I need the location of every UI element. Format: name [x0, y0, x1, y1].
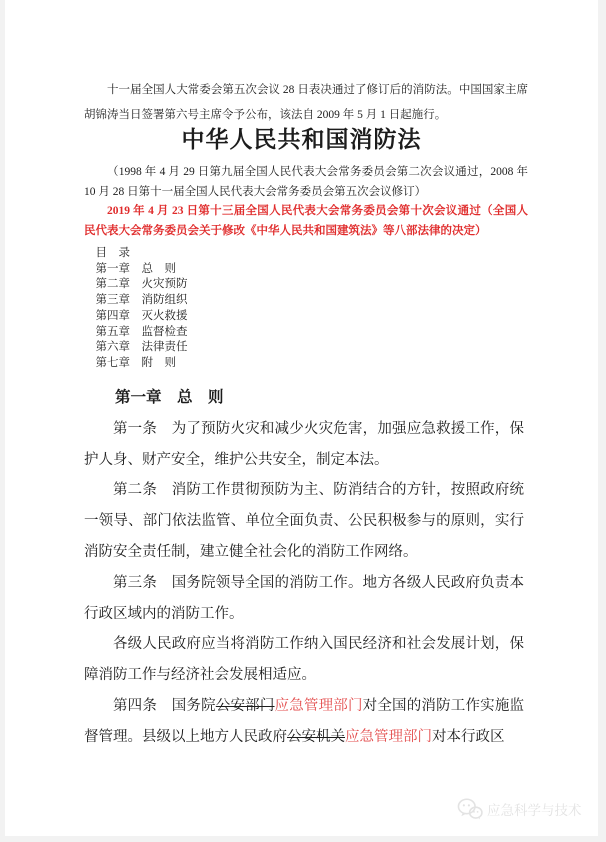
- article-4-text: 对全国的消防工作实施监督管理。县级以上地方人民政府: [84, 697, 525, 745]
- article-4: [84, 691, 524, 753]
- toc-item-chapter5: 第五章 监督检查: [95, 325, 188, 338]
- law-title: 中华人民共和国消防法: [181, 127, 422, 152]
- article-4-deleted-text: 公安部门: [215, 697, 275, 714]
- toc-item-chapter2: 第二章 火灾预防: [95, 278, 188, 291]
- amendment-note: 2019 年 4 月 23 日第十三届全国人民代表大会常务委员会第十次会议通过（全国人民代表大会常务委员会关于修改《中华人民共和国建筑法》等八部法律的决定）: [84, 205, 528, 237]
- chapter1-heading: 第一章 总 则: [115, 389, 224, 406]
- article-4-inserted-text: 应急管理部门: [345, 728, 432, 745]
- watermark-text: 应急科学与技术: [487, 803, 582, 818]
- document-page: [5, 0, 598, 836]
- intro-paragraph: 十一届全国人大常委会第五次会议 28 日表决通过了修订后的消防法。中国国家主席胡锦涛当日签署第六号主席令予公布，该法自 2009 年 5 月 1 日起施行。: [84, 83, 528, 121]
- wechat-icon: [457, 798, 483, 820]
- legislative-notes: [84, 163, 528, 241]
- article-4-deleted-text: 公安机关: [287, 728, 345, 745]
- toc-item-chapter4: 第四章 灭火救援: [95, 309, 188, 322]
- table-of-contents: [84, 246, 528, 372]
- article-1: 第一条 为了预防火灾和减少火灾危害，加强应急救援工作，保护人身、财产安全，维护公共安全，制定本法。: [84, 420, 524, 468]
- toc-item-chapter6: 第六章 法律责任: [95, 341, 188, 354]
- toc-item-chapter7: 第七章 附 则: [95, 356, 176, 369]
- article-4-inserted-text: 应急管理部门: [274, 697, 363, 714]
- toc-heading: 目 录: [95, 247, 130, 259]
- toc-item-chapter3: 第三章 消防组织: [95, 294, 188, 307]
- article-4-text: 对本行政区: [432, 728, 505, 745]
- article-4-text: 第四条 国务院: [113, 697, 216, 714]
- toc-item-chapter1: 第一章 总 则: [95, 262, 176, 275]
- article-3-paragraph-1: 第三条 国务院领导全国的消防工作。地方各级人民政府负责本行政区域内的消防工作。: [84, 574, 524, 622]
- watermark: [457, 798, 582, 820]
- article-2: 第二条 消防工作贯彻预防为主、防消结合的方针，按照政府统一领导、部门依法监管、单位全面负责、公民积极参与的原则，实行消防安全责任制，建立健全社会化的消防工作网络。: [84, 482, 524, 560]
- article-3-paragraph-2: 各级人民政府应当将消防工作纳入国民经济和社会发展计划，保障消防工作与经济社会发展相适应。: [84, 636, 524, 684]
- chapter1-body: [84, 383, 524, 753]
- enactment-note: （1998 年 4 月 29 日第九届全国人民代表大会常务委员会第二次会议通过，2008 年 10 月 28 日第十一届全国人民代表大会常务委员会第五次会议修订）: [84, 166, 528, 198]
